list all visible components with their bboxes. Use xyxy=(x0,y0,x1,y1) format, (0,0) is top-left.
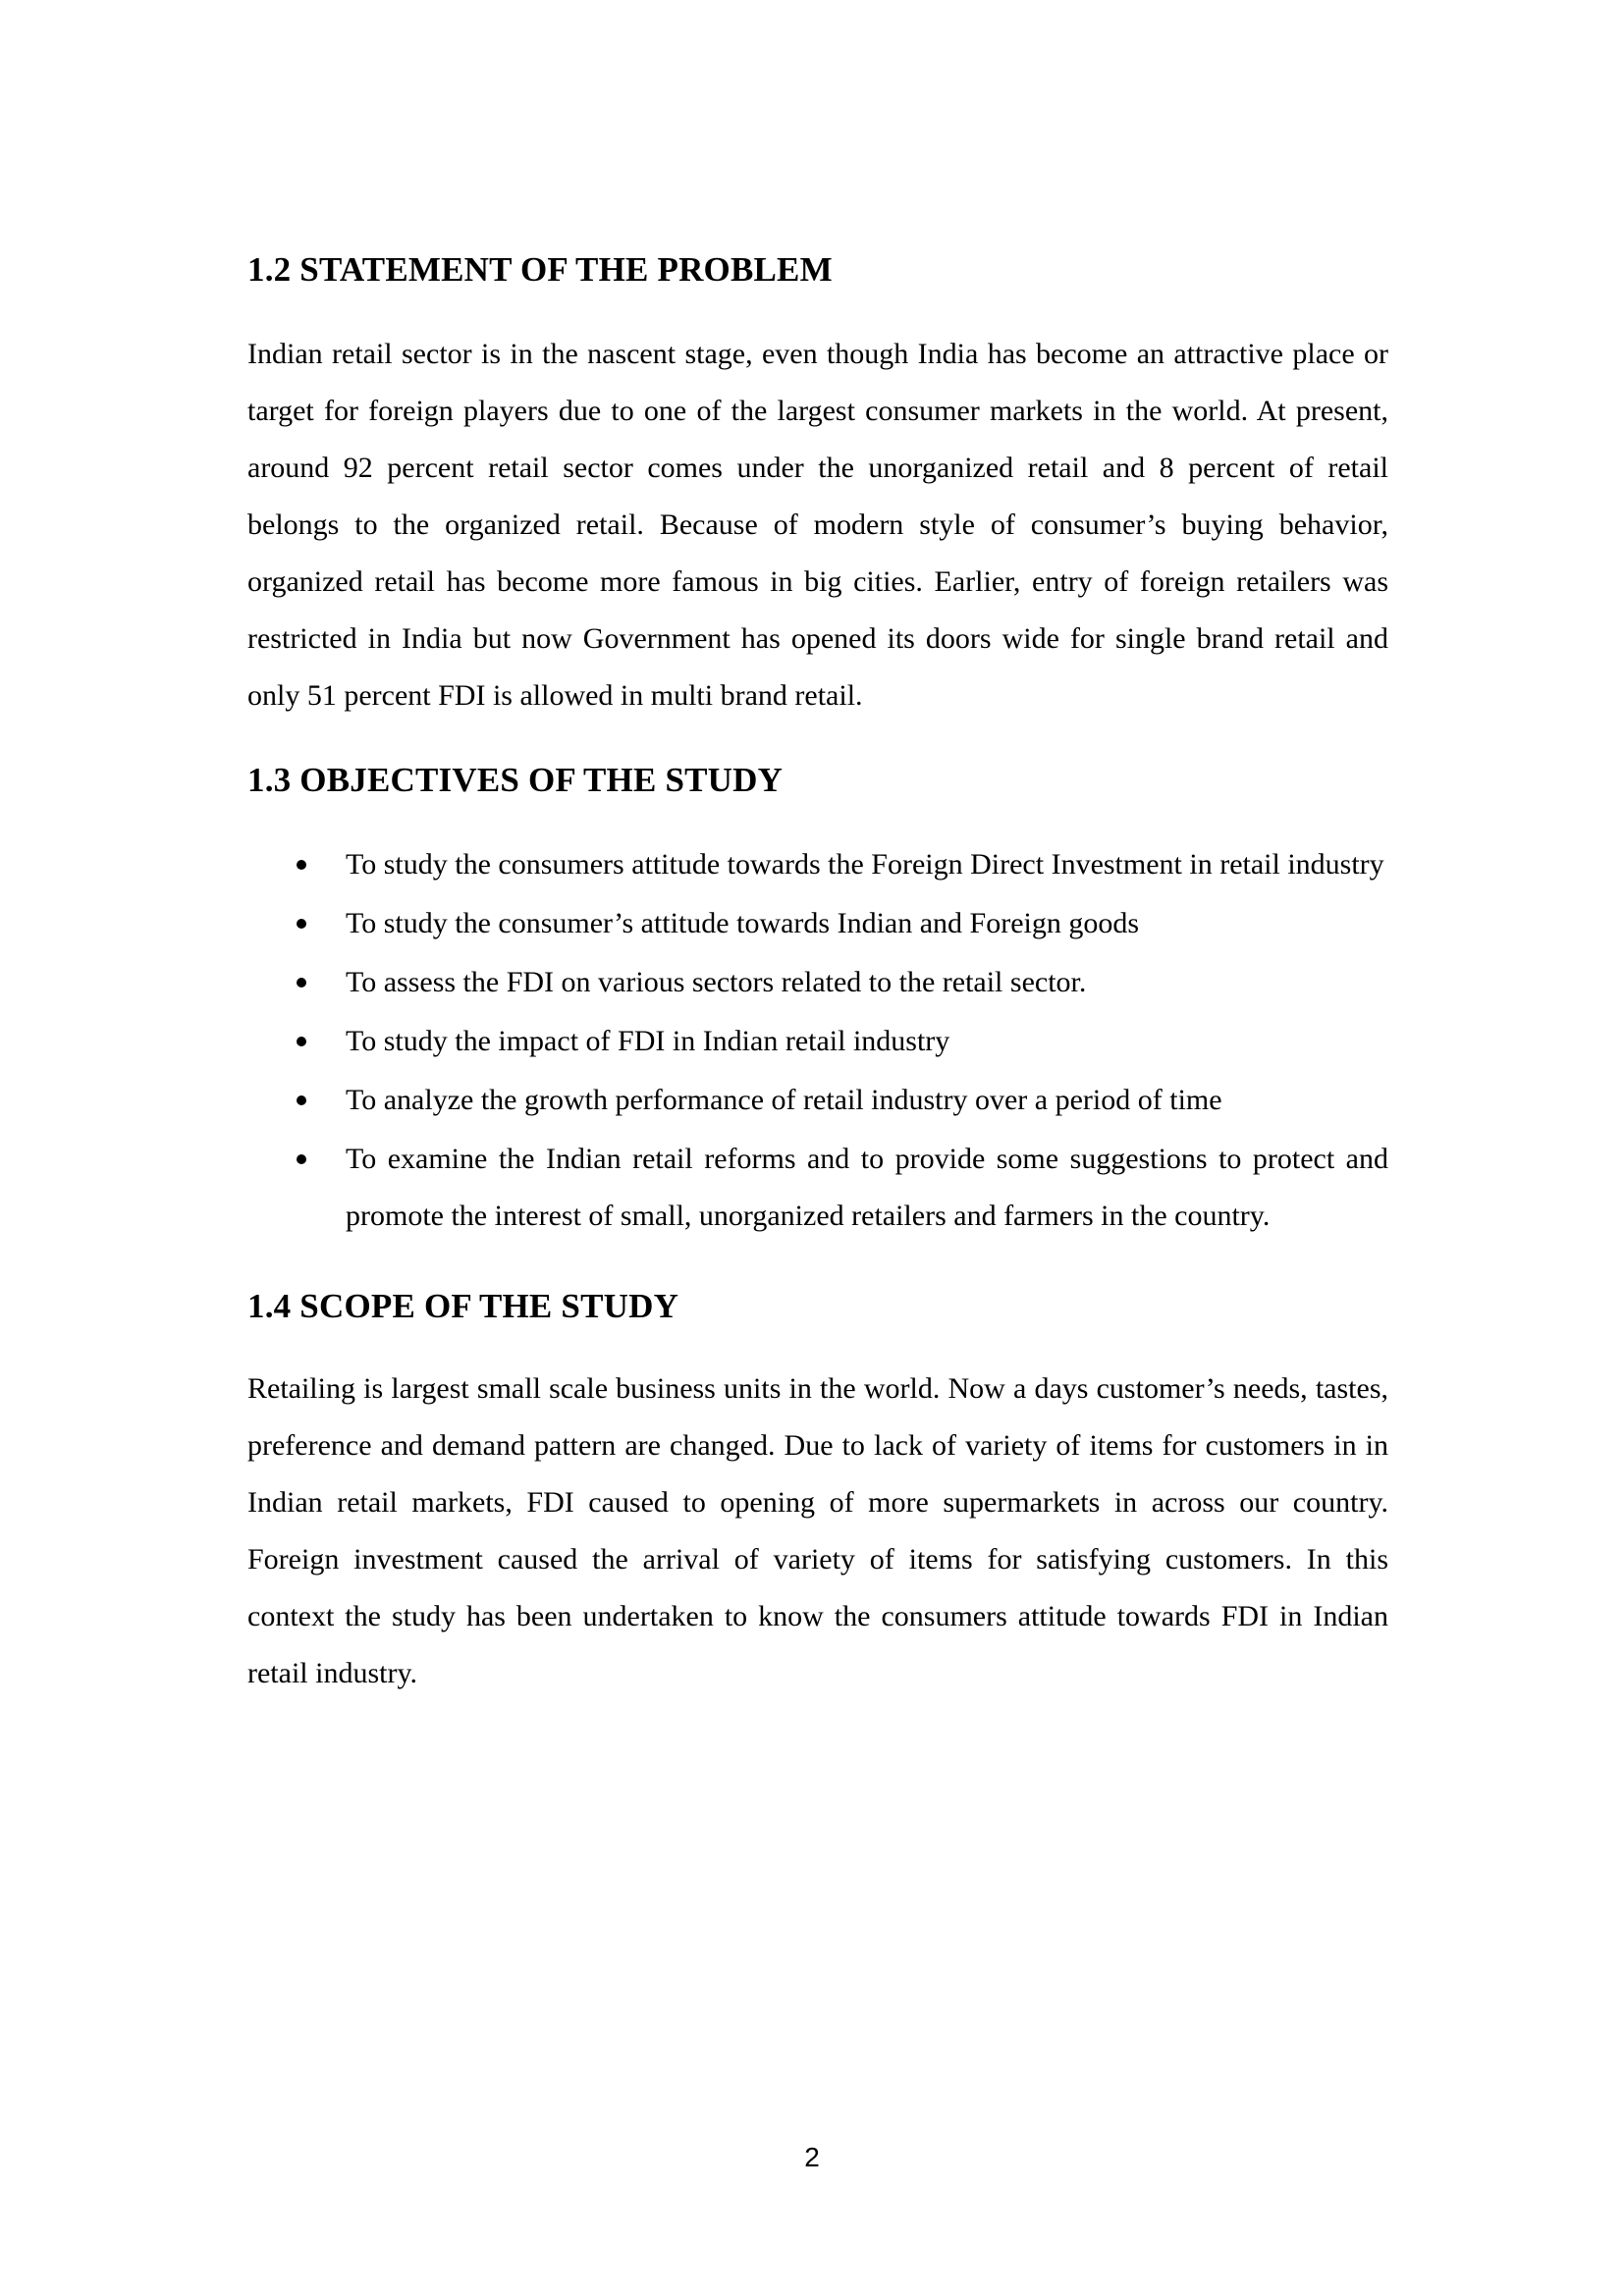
bullet-icon xyxy=(297,919,306,929)
objective-text: To study the consumers attitude towards the Foreign Direct Investment in retail industry xyxy=(346,848,1384,881)
objective-text: To study the impact of FDI in Indian retail industry xyxy=(346,1025,950,1057)
objective-list-item xyxy=(247,1013,1388,1070)
objective-list-item xyxy=(247,1131,1388,1245)
objective-list-item xyxy=(247,895,1388,952)
bullet-icon xyxy=(297,1037,306,1046)
section-heading-objectives: 1.3 OBJECTIVES OF THE STUDY xyxy=(247,761,784,799)
objective-text: To examine the Indian retail reforms and to provide some suggestions to protect and promote the interest of small, unorganized retailers and farmers in the country. xyxy=(346,1143,1388,1232)
objective-text: To study the consumer’s attitude towards Indian and Foreign goods xyxy=(346,907,1140,939)
page-content xyxy=(247,236,1388,1702)
objective-list-item xyxy=(247,1072,1388,1129)
objective-text: To assess the FDI on various sectors related to the retail sector. xyxy=(346,966,1087,998)
bullet-icon xyxy=(297,860,306,870)
bullet-icon xyxy=(297,1154,306,1164)
statement-of-problem-paragraph: Indian retail sector is in the nascent stage, even though India has become an attractive place or target for foreign players due to one of the largest consumer markets in the world. At present, around 92 percent retail sector comes under the unorganized retail and 8 percent of retail belongs to the organized retail. Because of modern style of consumer’s buying behavior, organized retail has become more famous in big cities. Earlier, entry of foreign retailers was restricted in India but now Government has opened its doors wide for single brand retail and only 51 percent FDI is allowed in multi brand retail. xyxy=(247,338,1388,712)
page-number: 2 xyxy=(804,2142,820,2172)
section-heading-statement-of-problem: 1.2 STATEMENT OF THE PROBLEM xyxy=(247,250,833,289)
bullet-icon xyxy=(297,1095,306,1105)
bullet-icon xyxy=(297,978,306,988)
objectives-list xyxy=(247,836,1388,1245)
objective-list-item xyxy=(247,836,1388,893)
objective-text: To analyze the growth performance of retail industry over a period of time xyxy=(346,1084,1222,1116)
section-heading-scope: 1.4 SCOPE OF THE STUDY xyxy=(247,1287,679,1325)
objective-list-item xyxy=(247,954,1388,1011)
scope-paragraph: Retailing is largest small scale business units in the world. Now a days customer’s needs, tastes, preference and demand pattern are changed. Due to lack of variety of items for customers in in Indian retail markets, FDI caused to opening of more supermarkets in across our country. Foreign investment caused the arrival of variety of items for satisfying customers. In this context the study has been undertaken to know the consumers attitude towards FDI in Indian retail industry. xyxy=(247,1372,1388,1689)
